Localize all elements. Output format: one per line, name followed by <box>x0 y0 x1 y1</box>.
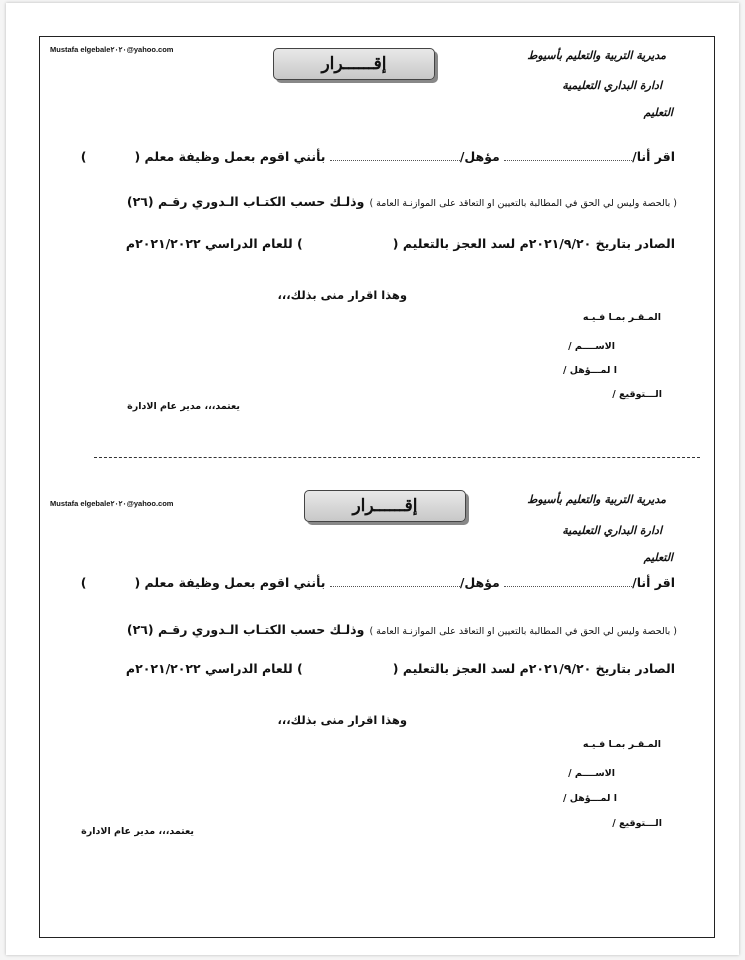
approval-label: يعتمد،،، مدير عام الادارة <box>127 401 240 412</box>
entitlement-clause: ( بالحصة وليس لي الحق في المطالبة بالتعيين او التعاقد على الموازنـة العامة ) <box>369 198 677 209</box>
administration-name: ادارة البداري التعليمية <box>562 79 662 92</box>
signer-qualification-label: ا لمـــؤهل / <box>562 365 617 376</box>
circular-reference: وذلـك حسب الكتـاب الـدوري رقـم (٢٦) <box>126 194 365 209</box>
declaration-line-3 <box>126 236 675 251</box>
job-statement: بأنني اقوم بعمل وظيفة معلم ( <box>134 575 326 590</box>
academic-year: ) للعام الدراسي ٢٠٢١/٢٠٢٢م <box>125 236 303 251</box>
closing-statement: وهذا اقرار منى بذلك،،، <box>277 713 407 727</box>
paren-close: ) <box>80 575 87 590</box>
signer-name-label: الاســــم / <box>568 768 615 779</box>
qualification-label: مؤهل/ <box>459 575 500 590</box>
author-email: Mustafa elgebale٢٠٢٠@yahoo.com <box>50 499 174 508</box>
academic-year: ) للعام الدراسي ٢٠٢١/٢٠٢٢م <box>125 661 303 676</box>
issue-date-statement: الصادر بتاريخ ٢٠٢١/٩/٢٠م لسد العجز بالتعليم ( <box>392 236 675 251</box>
name-blank <box>504 576 632 587</box>
qualification-blank <box>330 576 460 587</box>
document-page <box>6 3 739 955</box>
declaration-form-1 <box>6 3 739 433</box>
paren-close: ) <box>80 149 87 164</box>
declaration-line-1 <box>81 575 675 590</box>
declarant-name-label: اقر أنا/ <box>632 149 675 164</box>
signature-label: الـــتوقيع / <box>612 818 662 829</box>
directorate-name: مديرية التربية والتعليم بأسيوط <box>527 493 666 506</box>
signer-qualification-label: ا لمـــؤهل / <box>562 793 617 804</box>
declaration-line-1 <box>81 149 675 164</box>
declaration-line-2 <box>127 619 677 638</box>
education-label: التعليم <box>643 106 673 119</box>
administration-name: ادارة البداري التعليمية <box>562 524 662 537</box>
declaration-line-3 <box>126 661 675 676</box>
declaration-form-2 <box>6 456 739 886</box>
entitlement-clause: ( بالحصة وليس لي الحق في المطالبة بالتعيين او التعاقد على الموازنـة العامة ) <box>369 626 677 637</box>
directorate-name: مديرية التربية والتعليم بأسيوط <box>527 49 666 62</box>
circular-reference: وذلـك حسب الكتـاب الـدوري رقـم (٢٦) <box>126 622 365 637</box>
signature-label: الـــتوقيع / <box>612 389 662 400</box>
declarant-label: المـقـر بمـا فـيـه <box>582 312 661 323</box>
form-title: إقــــــرار <box>273 48 435 80</box>
name-blank <box>504 150 632 161</box>
closing-statement: وهذا اقرار منى بذلك،،، <box>277 288 407 302</box>
author-email: Mustafa elgebale٢٠٢٠@yahoo.com <box>50 45 174 54</box>
declarant-label: المـقـر بمـا فـيـه <box>582 739 661 750</box>
qualification-label: مؤهل/ <box>459 149 500 164</box>
job-statement: بأنني اقوم بعمل وظيفة معلم ( <box>134 149 326 164</box>
education-label: التعليم <box>643 551 673 564</box>
form-title: إقــــــرار <box>304 490 466 522</box>
issue-date-statement: الصادر بتاريخ ٢٠٢١/٩/٢٠م لسد العجز بالتعليم ( <box>392 661 675 676</box>
declaration-line-2 <box>127 191 677 210</box>
qualification-blank <box>330 150 460 161</box>
declarant-name-label: اقر أنا/ <box>632 575 675 590</box>
approval-label: يعتمد،،، مدير عام الادارة <box>81 826 194 837</box>
signer-name-label: الاســــم / <box>568 341 615 352</box>
